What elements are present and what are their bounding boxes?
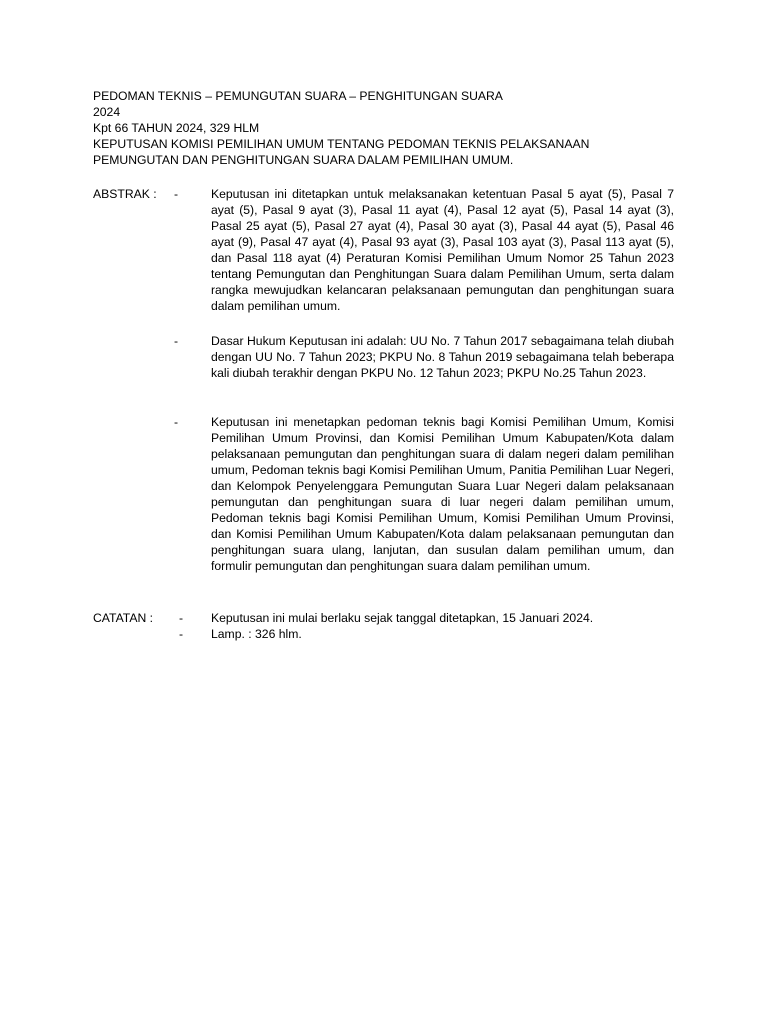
header-title: KEPUTUSAN KOMISI PEMILIHAN UMUM TENTANG PEDOMAN TEKNIS PELAKSANAAN PEMUNGUTAN DAN PENGHITUNGAN SUARA DALAM PEMILIHAN UMUM.: [93, 137, 590, 167]
catatan-text: Keputusan ini mulai berlaku sejak tanggal ditetapkan, 15 Januari 2024.: [211, 611, 594, 625]
header-year: 2024: [93, 105, 121, 119]
abstrak-text: Keputusan ini ditetapkan untuk melaksanakan ketentuan Pasal 5 ayat (5), Pasal 7 ayat (5), Pasal 9 ayat (3), Pasal 11 ayat (4), Pasal 12 ayat (5), Pasal 14 ayat (3), Pasal 25 ayat (5), Pasal 27 ayat (4), Pasal 30 ayat (3), Pasal 44 ayat (5), Pasal 46 ayat (9), Pasal 47 ayat (4), Pasal 93 ayat (3), Pasal 103 ayat (3), Pasal 113 ayat (5), dan Pasal 118 ayat (4) Peraturan Komisi Pemilihan Umum Nomor 25 Tahun 2023 tentang Pemungutan dan Penghitungan Suara dalam Pemilihan Umum, serta dalam rangka mewujudkan kelancaran pelaksanaan pemungutan dan penghitungan suara dalam pemilihan umum.: [211, 187, 674, 313]
abstrak-text: Keputusan ini menetapkan pedoman teknis bagi Komisi Pemilihan Umum, Komisi Pemilihan Umum Provinsi, dan Komisi Pemilihan Umum Kabupaten/Kota dalam pelaksanaan pemungutan dan penghitungan suara di dalam negeri dalam pemilihan umum, Pedoman teknis bagi Komisi Pemilihan Umum, Panitia Pemilihan Luar Negeri, dan Kelompok Penyelenggara Pemungutan Suara Luar Negeri dalam pelaksanaan pemungutan dan penghitungan suara di luar negeri dalam pemilihan umum, Pedoman teknis bagi Komisi Pemilihan Umum, Komisi Pemilihan Umum Provinsi, dan Komisi Pemilihan Umum Kabupaten/Kota dalam pelaksanaan pemungutan dan penghitungan suara ulang, lanjutan, dan susulan dalam pemilihan umum, dan formulir pemungutan dan penghitungan suara dalam pemilihan umum.: [211, 415, 674, 573]
bullet-dash: -: [174, 415, 179, 429]
catatan-label: CATATAN :: [93, 611, 154, 625]
header-reference: Kpt 66 TAHUN 2024, 329 HLM: [93, 121, 260, 135]
document-header: [93, 88, 678, 168]
bullet-dash: -: [179, 627, 184, 641]
bullet-dash: -: [174, 187, 179, 201]
abstrak-label: ABSTRAK :: [93, 187, 157, 201]
bullet-dash: -: [174, 334, 179, 348]
bullet-dash: -: [179, 611, 184, 625]
header-topic: PEDOMAN TEKNIS – PEMUNGUTAN SUARA – PENGHITUNGAN SUARA: [93, 89, 503, 103]
abstrak-text: Dasar Hukum Keputusan ini adalah: UU No. 7 Tahun 2017 sebagaimana telah diubah dengan UU No. 7 Tahun 2023; PKPU No. 8 Tahun 2019 sebagaimana telah beberapa kali diubah terakhir dengan PKPU No. 12 Tahun 2023; PKPU No.25 Tahun 2023.: [211, 334, 674, 380]
catatan-text: Lamp. : 326 hlm.: [211, 627, 302, 641]
